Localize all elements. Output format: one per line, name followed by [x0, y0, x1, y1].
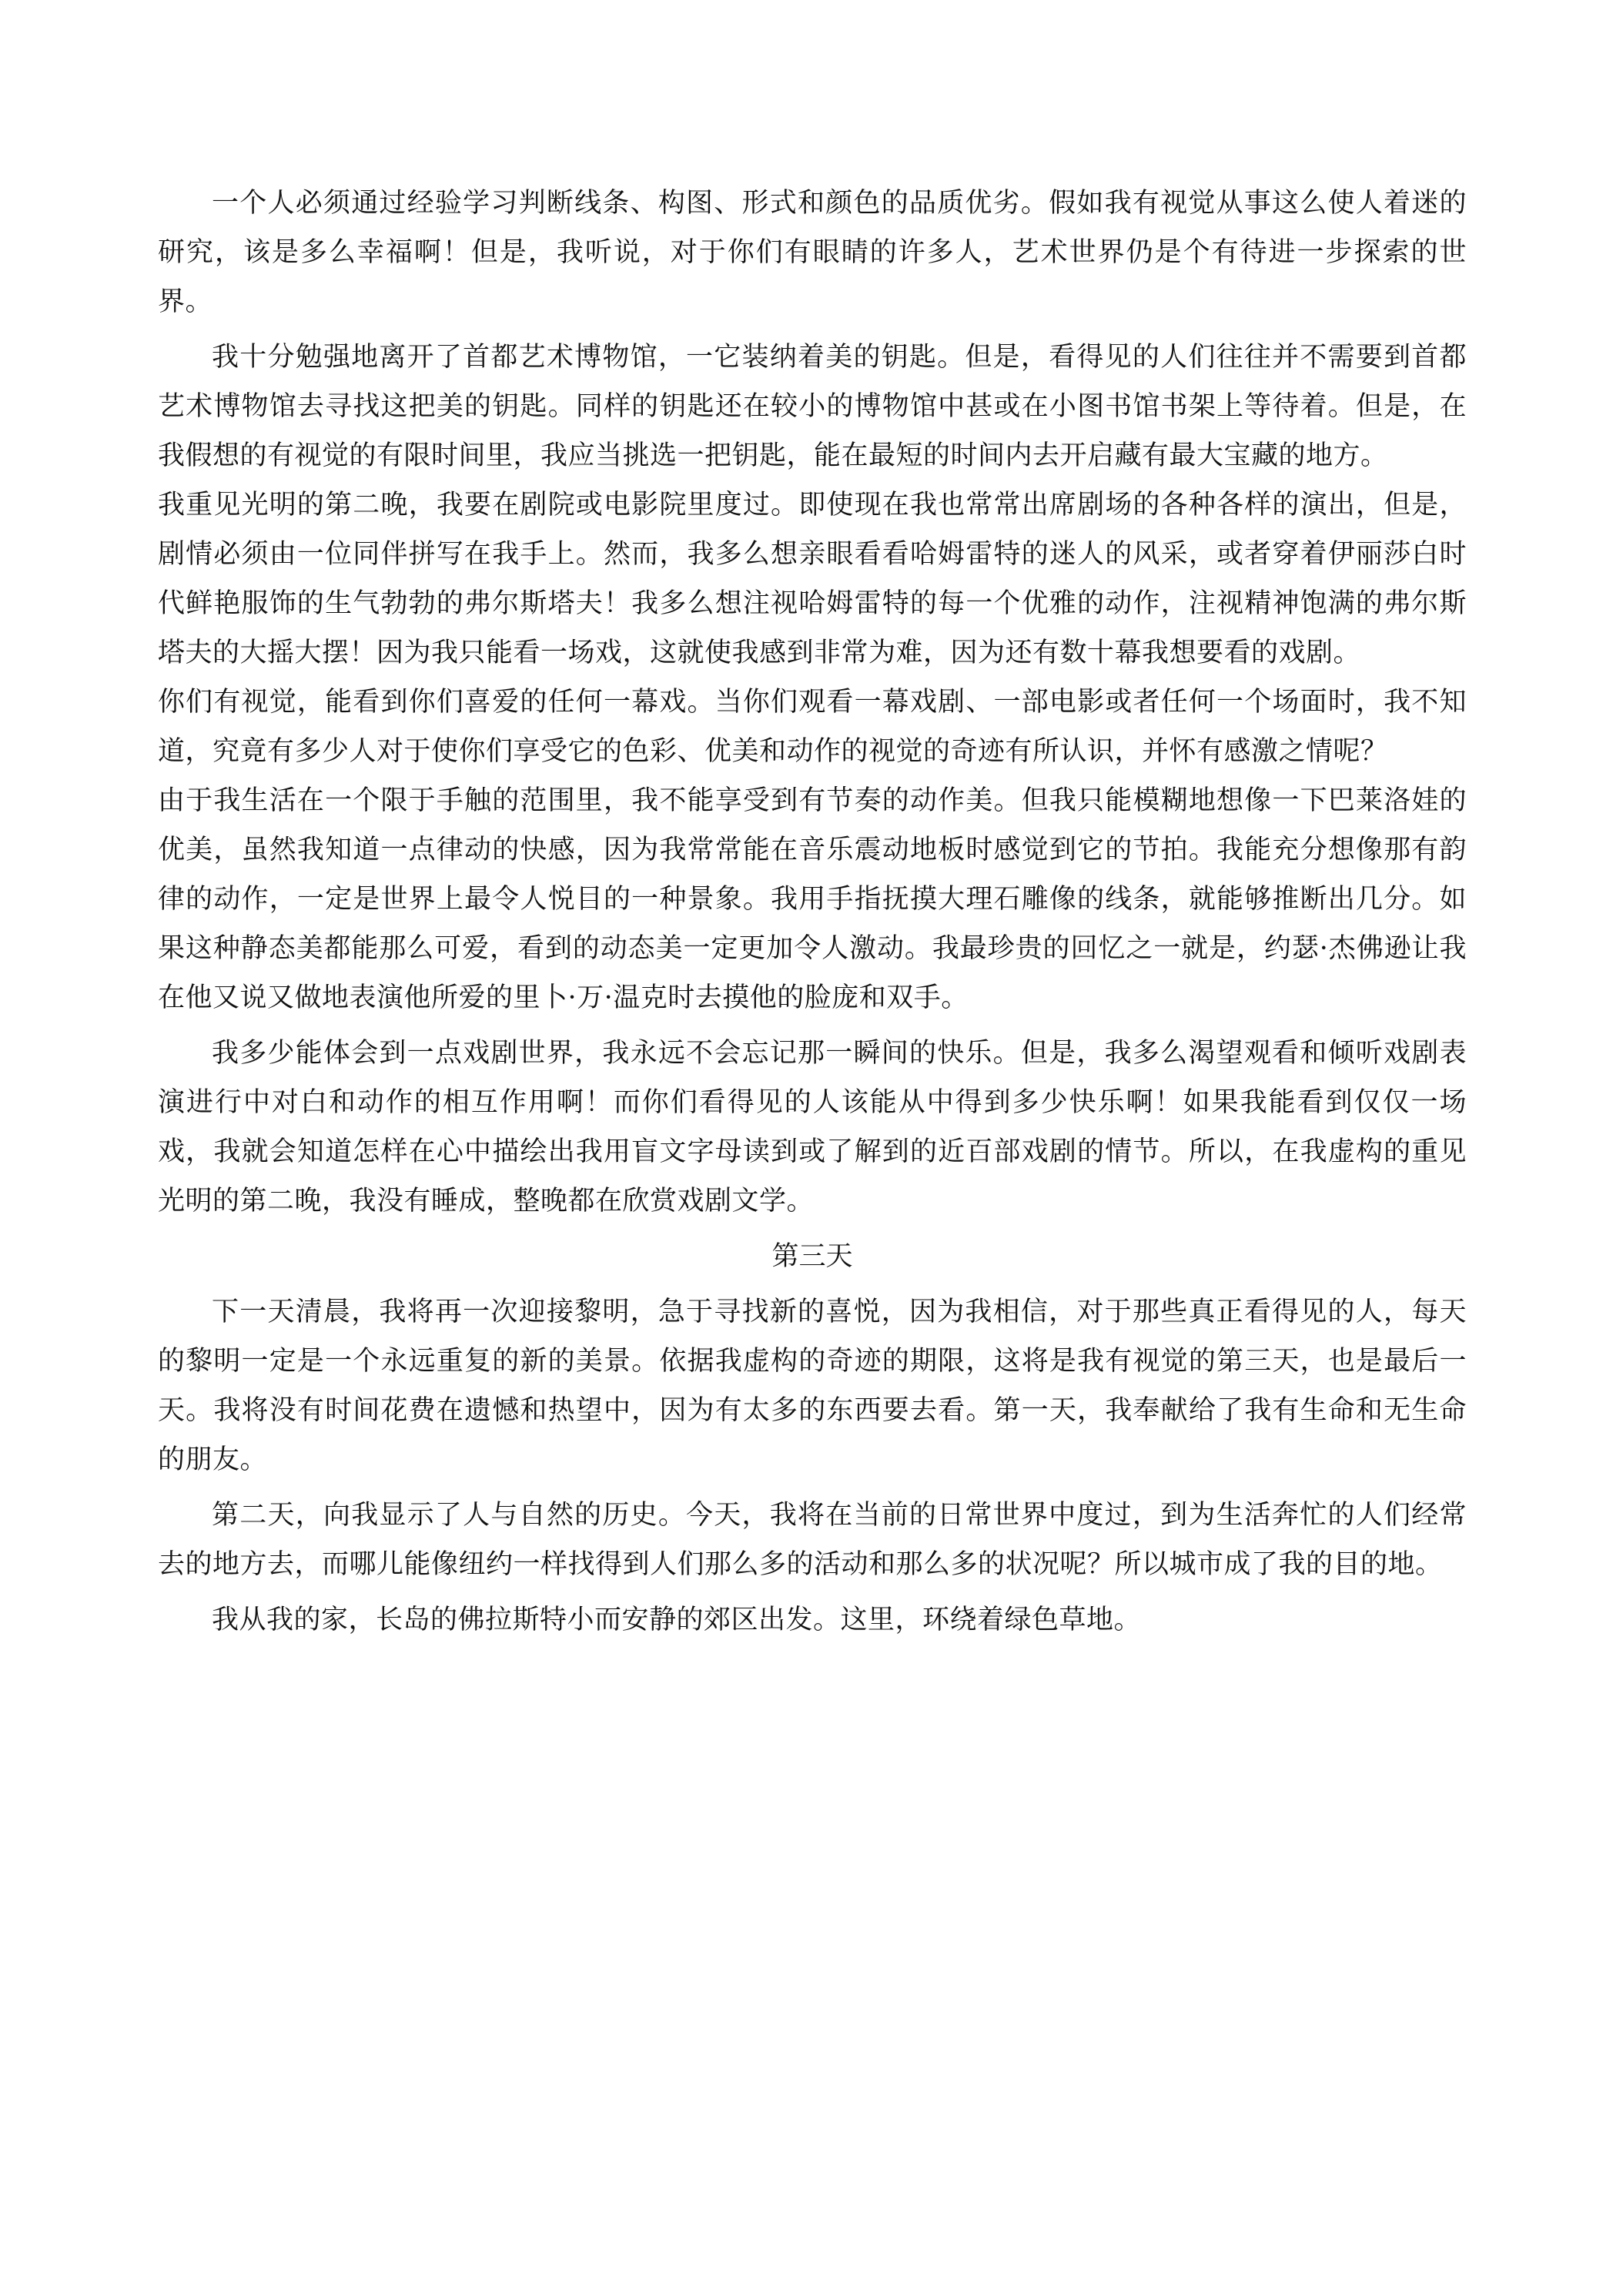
paragraph: 我从我的家，长岛的佛拉斯特小而安静的郊区出发。这里，环绕着绿色草地。: [212, 1605, 1142, 1635]
paragraph: 由于我生活在一个限于手触的范围里，我不能享受到有节奏的动作美。但我只能模糊地想像一下巴莱洛娃的优美，虽然我知道一点律动的快感，因为我常常能在音乐震动地板时感觉到它的节拍。我能充分想像那有韵律的动作，一定是世界上最令人悦目的一种景象。我用手指抚摸大理石雕像的线条，就能够推断出几分。如果这种静态美都能那么可爱，看到的动态美一定更加令人激动。我最珍贵的回忆之一就是，约瑟·杰佛逊让我在他又说又做地表演他所爱的里卜·万·温克时去摸他的脸庞和双手。: [158, 785, 1467, 1013]
paragraph: 第二天，向我显示了人与自然的历史。今天，我将在当前的日常世界中度过，到为生活奔忙的人们经常去的地方去，而哪儿能像纽约一样找得到人们那么多的活动和那么多的状况呢？所以城市成了我的目的地。: [158, 1500, 1467, 1580]
paragraph: 你们有视觉，能看到你们喜爱的任何一幕戏。当你们观看一幕戏剧、一部电影或者任何一个场面时，我不知道，究竟有多少人对于使你们享受它的色彩、优美和动作的视觉的奇迹有所认识，并怀有感激之情呢？: [158, 687, 1467, 767]
paragraph: 我重见光明的第二晚，我要在剧院或电影院里度过。即使现在我也常常出席剧场的各种各样的演出，但是，剧情必须由一位同伴拼写在我手上。然而，我多么想亲眼看看哈姆雷特的迷人的风采，或者穿着伊丽莎白时代鲜艳服饰的生气勃勃的弗尔斯塔夫！我多么想注视哈姆雷特的每一个优雅的动作，注视精神饱满的弗尔斯塔夫的大摇大摆！因为我只能看一场戏，这就使我感到非常为难，因为还有数十幕我想要看的戏剧。: [158, 490, 1467, 668]
paragraph: 我多少能体会到一点戏剧世界，我永远不会忘记那一瞬间的快乐。但是，我多么渴望观看和倾听戏剧表演进行中对白和动作的相互作用啊！而你们看得见的人该能从中得到多少快乐啊！如果我能看到仅仅一场戏，我就会知道怎样在心中描绘出我用盲文字母读到或了解到的近百部戏剧的情节。所以，在我虚构的重见光明的第二晚，我没有睡成，整晚都在欣赏戏剧文学。: [158, 1038, 1467, 1217]
paragraph: 一个人必须通过经验学习判断线条、构图、形式和颜色的品质优劣。假如我有视觉从事这么使人着迷的研究，该是多么幸福啊！但是，我听说，对于你们有眼睛的许多人，艺术世界仍是个有待进一步探索的世界。: [158, 188, 1467, 317]
paragraph: 我十分勉强地离开了首都艺术博物馆，一它装纳着美的钥匙。但是，看得见的人们往往并不需要到首都艺术博物馆去寻找这把美的钥匙。同样的钥匙还在较小的博物馆中甚或在小图书馆书架上等待着。但是，在我假想的有视觉的有限时间里，我应当挑选一把钥匙，能在最短的时间内去开启藏有最大宝藏的地方。: [158, 342, 1467, 471]
paragraph: 下一天清晨，我将再一次迎接黎明，急于寻找新的喜悦，因为我相信，对于那些真正看得见的人，每天的黎明一定是一个永远重复的新的美景。依据我虚构的奇迹的期限，这将是我有视觉的第三天，也是最后一天。我将没有时间花费在遗憾和热望中，因为有太多的东西要去看。第一天，我奉献给了我有生命和无生命的朋友。: [158, 1297, 1467, 1475]
section-heading: 第三天: [771, 1241, 853, 1272]
document-body: [158, 179, 1467, 1651]
